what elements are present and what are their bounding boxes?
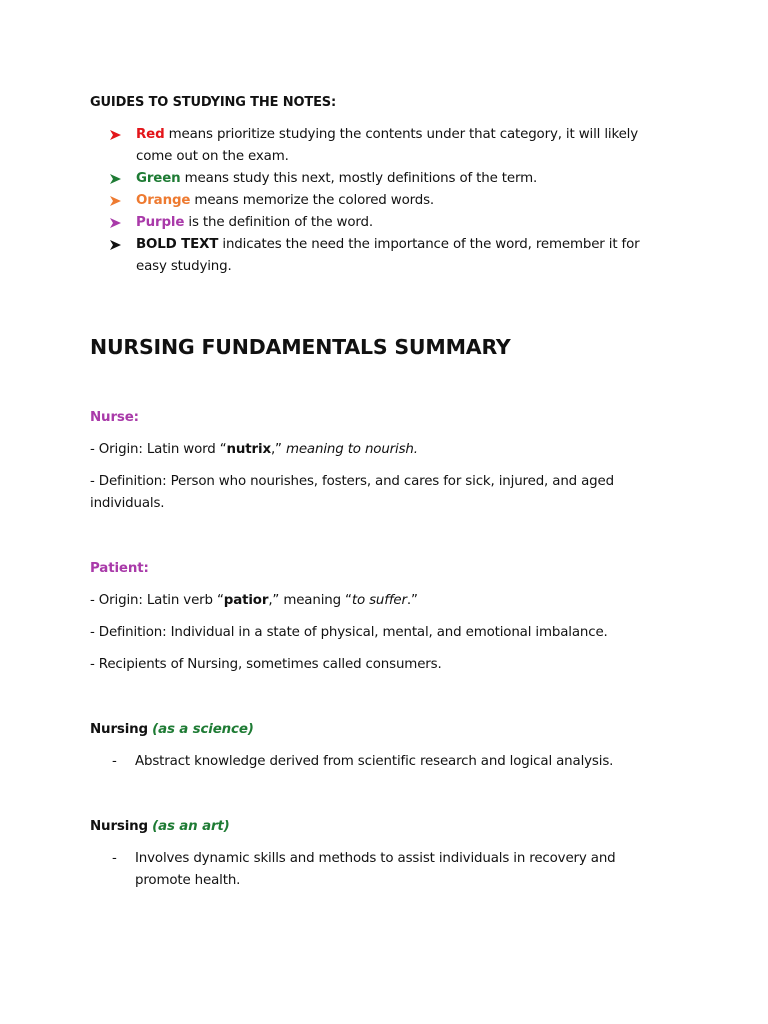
patient-heading: Patient: [90, 561, 149, 576]
dash-bullet: - [112, 851, 117, 866]
guide-keyword: Red [136, 127, 165, 142]
nurse-origin-mid: ,” [270, 442, 286, 457]
art-text: Involves dynamic skills and methods to assist individuals in recovery and promote health. [135, 851, 616, 888]
science-qualifier: (as a science) [152, 722, 254, 737]
guide-item-green [110, 168, 670, 190]
science-list [112, 751, 672, 773]
science-text: Abstract knowledge derived from scientific research and logical analysis. [135, 754, 614, 769]
page-title: NURSING FUNDAMENTALS SUMMARY [90, 335, 511, 359]
guide-text: means memorize the colored words. [190, 193, 435, 208]
guide-keyword: Orange [136, 193, 191, 208]
patient-definition: - Definition: Individual in a state of physical, mental, and emotional imbalance. [90, 625, 608, 640]
guide-item-orange [110, 190, 670, 212]
list-item [112, 848, 672, 892]
science-heading [90, 719, 680, 741]
arrow-bullet-icon [110, 234, 124, 250]
guide-text: means prioritize studying the contents under that category, it will likely come out on the exam. [136, 127, 639, 164]
patient-origin-prefix: - Origin: Latin verb “ [90, 593, 224, 608]
guides-title: GUIDES TO STUDYING THE NOTES: [90, 95, 337, 110]
guide-keyword: Purple [136, 215, 185, 230]
guide-keyword: BOLD TEXT [136, 237, 219, 252]
science-term: Nursing [90, 722, 148, 737]
art-list [112, 848, 672, 892]
guide-text: is the definition of the word. [184, 215, 373, 230]
nurse-origin-word: nutrix [226, 442, 271, 457]
list-item [112, 751, 672, 773]
guide-text: indicates the need the importance of the word, remember it for easy studying. [136, 237, 640, 274]
arrow-bullet-icon [110, 124, 124, 140]
nurse-origin-prefix: - Origin: Latin word “ [90, 442, 227, 457]
art-heading [90, 816, 680, 838]
art-term: Nursing [90, 819, 148, 834]
patient-origin-mid: ,” meaning “ [268, 593, 352, 608]
arrow-bullet-icon [110, 168, 124, 184]
patient-origin [90, 590, 680, 612]
patient-origin-suffix: .” [406, 593, 418, 608]
guide-item-red [110, 124, 670, 168]
guide-text: means study this next, mostly definitions of the term. [180, 171, 538, 186]
nurse-origin [90, 439, 680, 461]
patient-origin-word: patior [223, 593, 269, 608]
patient-origin-meaning: to suffer [351, 593, 407, 608]
guide-item-bold [110, 234, 670, 278]
guides-list [110, 124, 670, 278]
nurse-origin-meaning: meaning to nourish. [285, 442, 418, 457]
guide-keyword: Green [136, 171, 181, 186]
arrow-bullet-icon [110, 190, 124, 206]
guide-item-purple [110, 212, 670, 234]
dash-bullet: - [112, 754, 117, 769]
nurse-definition: - Definition: Person who nourishes, fosters, and cares for sick, injured, and aged individuals. [90, 474, 614, 511]
art-qualifier: (as an art) [152, 819, 230, 834]
nurse-heading: Nurse: [90, 410, 139, 425]
patient-recipients: - Recipients of Nursing, sometimes called consumers. [90, 657, 442, 672]
arrow-bullet-icon [110, 212, 124, 228]
